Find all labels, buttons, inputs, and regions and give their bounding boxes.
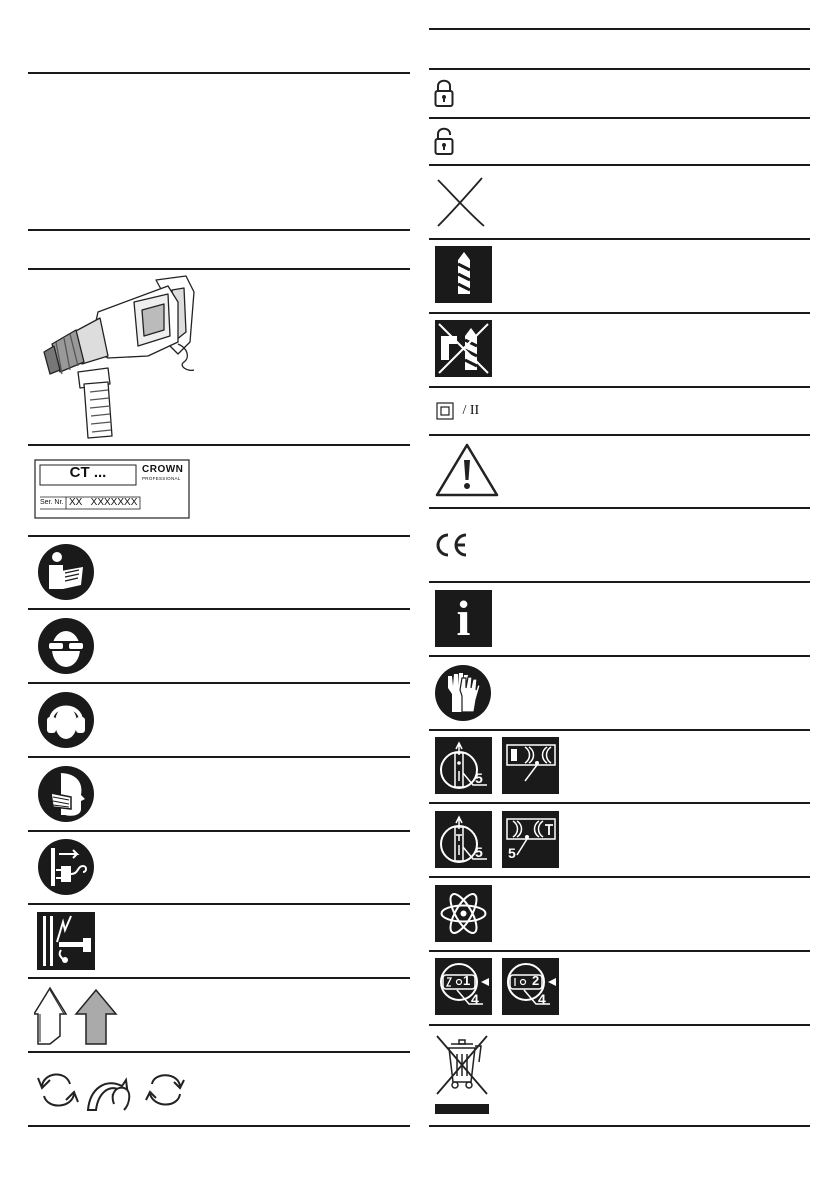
weee-bin-icon <box>433 1032 491 1116</box>
rule <box>28 977 410 979</box>
nameplate-brand: CROWN <box>142 464 184 475</box>
rule <box>28 830 410 832</box>
serial-label: Ser. Nr. <box>40 499 64 506</box>
rule <box>28 268 410 270</box>
rule <box>429 950 810 952</box>
rotation-icons <box>34 1064 190 1116</box>
serial-value: XX XXXXXXX <box>69 497 138 508</box>
rule <box>429 655 810 657</box>
nameplate-model: CT ... <box>69 464 107 481</box>
read-manual-icon <box>37 543 95 601</box>
drill-bit-icon <box>435 246 492 303</box>
rule <box>429 802 810 804</box>
mode-drill-icons <box>435 737 563 795</box>
rule <box>28 72 410 74</box>
gear-two-speed: 4 <box>538 991 546 1007</box>
impact-speed-label: 5 <box>475 844 483 860</box>
nameplate-brand-sub: PROFESSIONAL <box>142 476 181 481</box>
rule <box>429 1125 810 1127</box>
warning-icon <box>434 442 500 498</box>
rule <box>429 164 810 166</box>
nameplate <box>34 459 190 519</box>
rule <box>429 386 810 388</box>
info-icon <box>435 590 492 647</box>
gear-one-digit: 1 <box>463 973 471 988</box>
rule <box>28 903 410 905</box>
rule <box>28 1051 410 1053</box>
gear-two-digit: 2 <box>532 973 540 988</box>
gear-one-speed: 4 <box>471 991 479 1007</box>
ear-protection-icon <box>37 691 95 749</box>
info-glyph: i <box>456 590 471 646</box>
rule <box>429 581 810 583</box>
unplug-icon <box>37 838 95 896</box>
rule <box>28 229 410 231</box>
rule <box>28 682 410 684</box>
rule <box>429 117 810 119</box>
ce-mark-icon <box>434 532 470 558</box>
rule <box>429 68 810 70</box>
rule <box>28 535 410 537</box>
no-impact-icon <box>435 320 492 377</box>
rule <box>429 507 810 509</box>
rule <box>429 729 810 731</box>
rule <box>28 756 410 758</box>
gloves-icon <box>434 664 492 722</box>
rule <box>429 434 810 436</box>
drill-speed-label: 5 <box>475 770 483 786</box>
rule <box>429 1024 810 1026</box>
mode-impact-icons <box>435 811 563 869</box>
arrow-icons <box>34 984 124 1046</box>
rule <box>429 312 810 314</box>
cross-icon <box>436 176 486 228</box>
drill-illustration <box>38 272 198 442</box>
rule <box>429 28 810 30</box>
dust-mask-icon <box>37 765 95 823</box>
eye-protection-icon <box>37 617 95 675</box>
class-ii-label: / II <box>462 403 480 418</box>
rule <box>28 1125 410 1127</box>
rule <box>429 238 810 240</box>
class-ii-icon <box>436 402 479 420</box>
lock-closed-icon <box>434 78 454 108</box>
impact-speed-label-2: 5 <box>508 845 516 861</box>
gear-switch-icons <box>435 958 563 1016</box>
rule <box>28 444 410 446</box>
hidden-wiring-icon <box>37 912 95 970</box>
atom-icon <box>435 885 492 942</box>
rule <box>28 608 410 610</box>
lock-open-icon <box>434 126 454 156</box>
rule <box>429 876 810 878</box>
